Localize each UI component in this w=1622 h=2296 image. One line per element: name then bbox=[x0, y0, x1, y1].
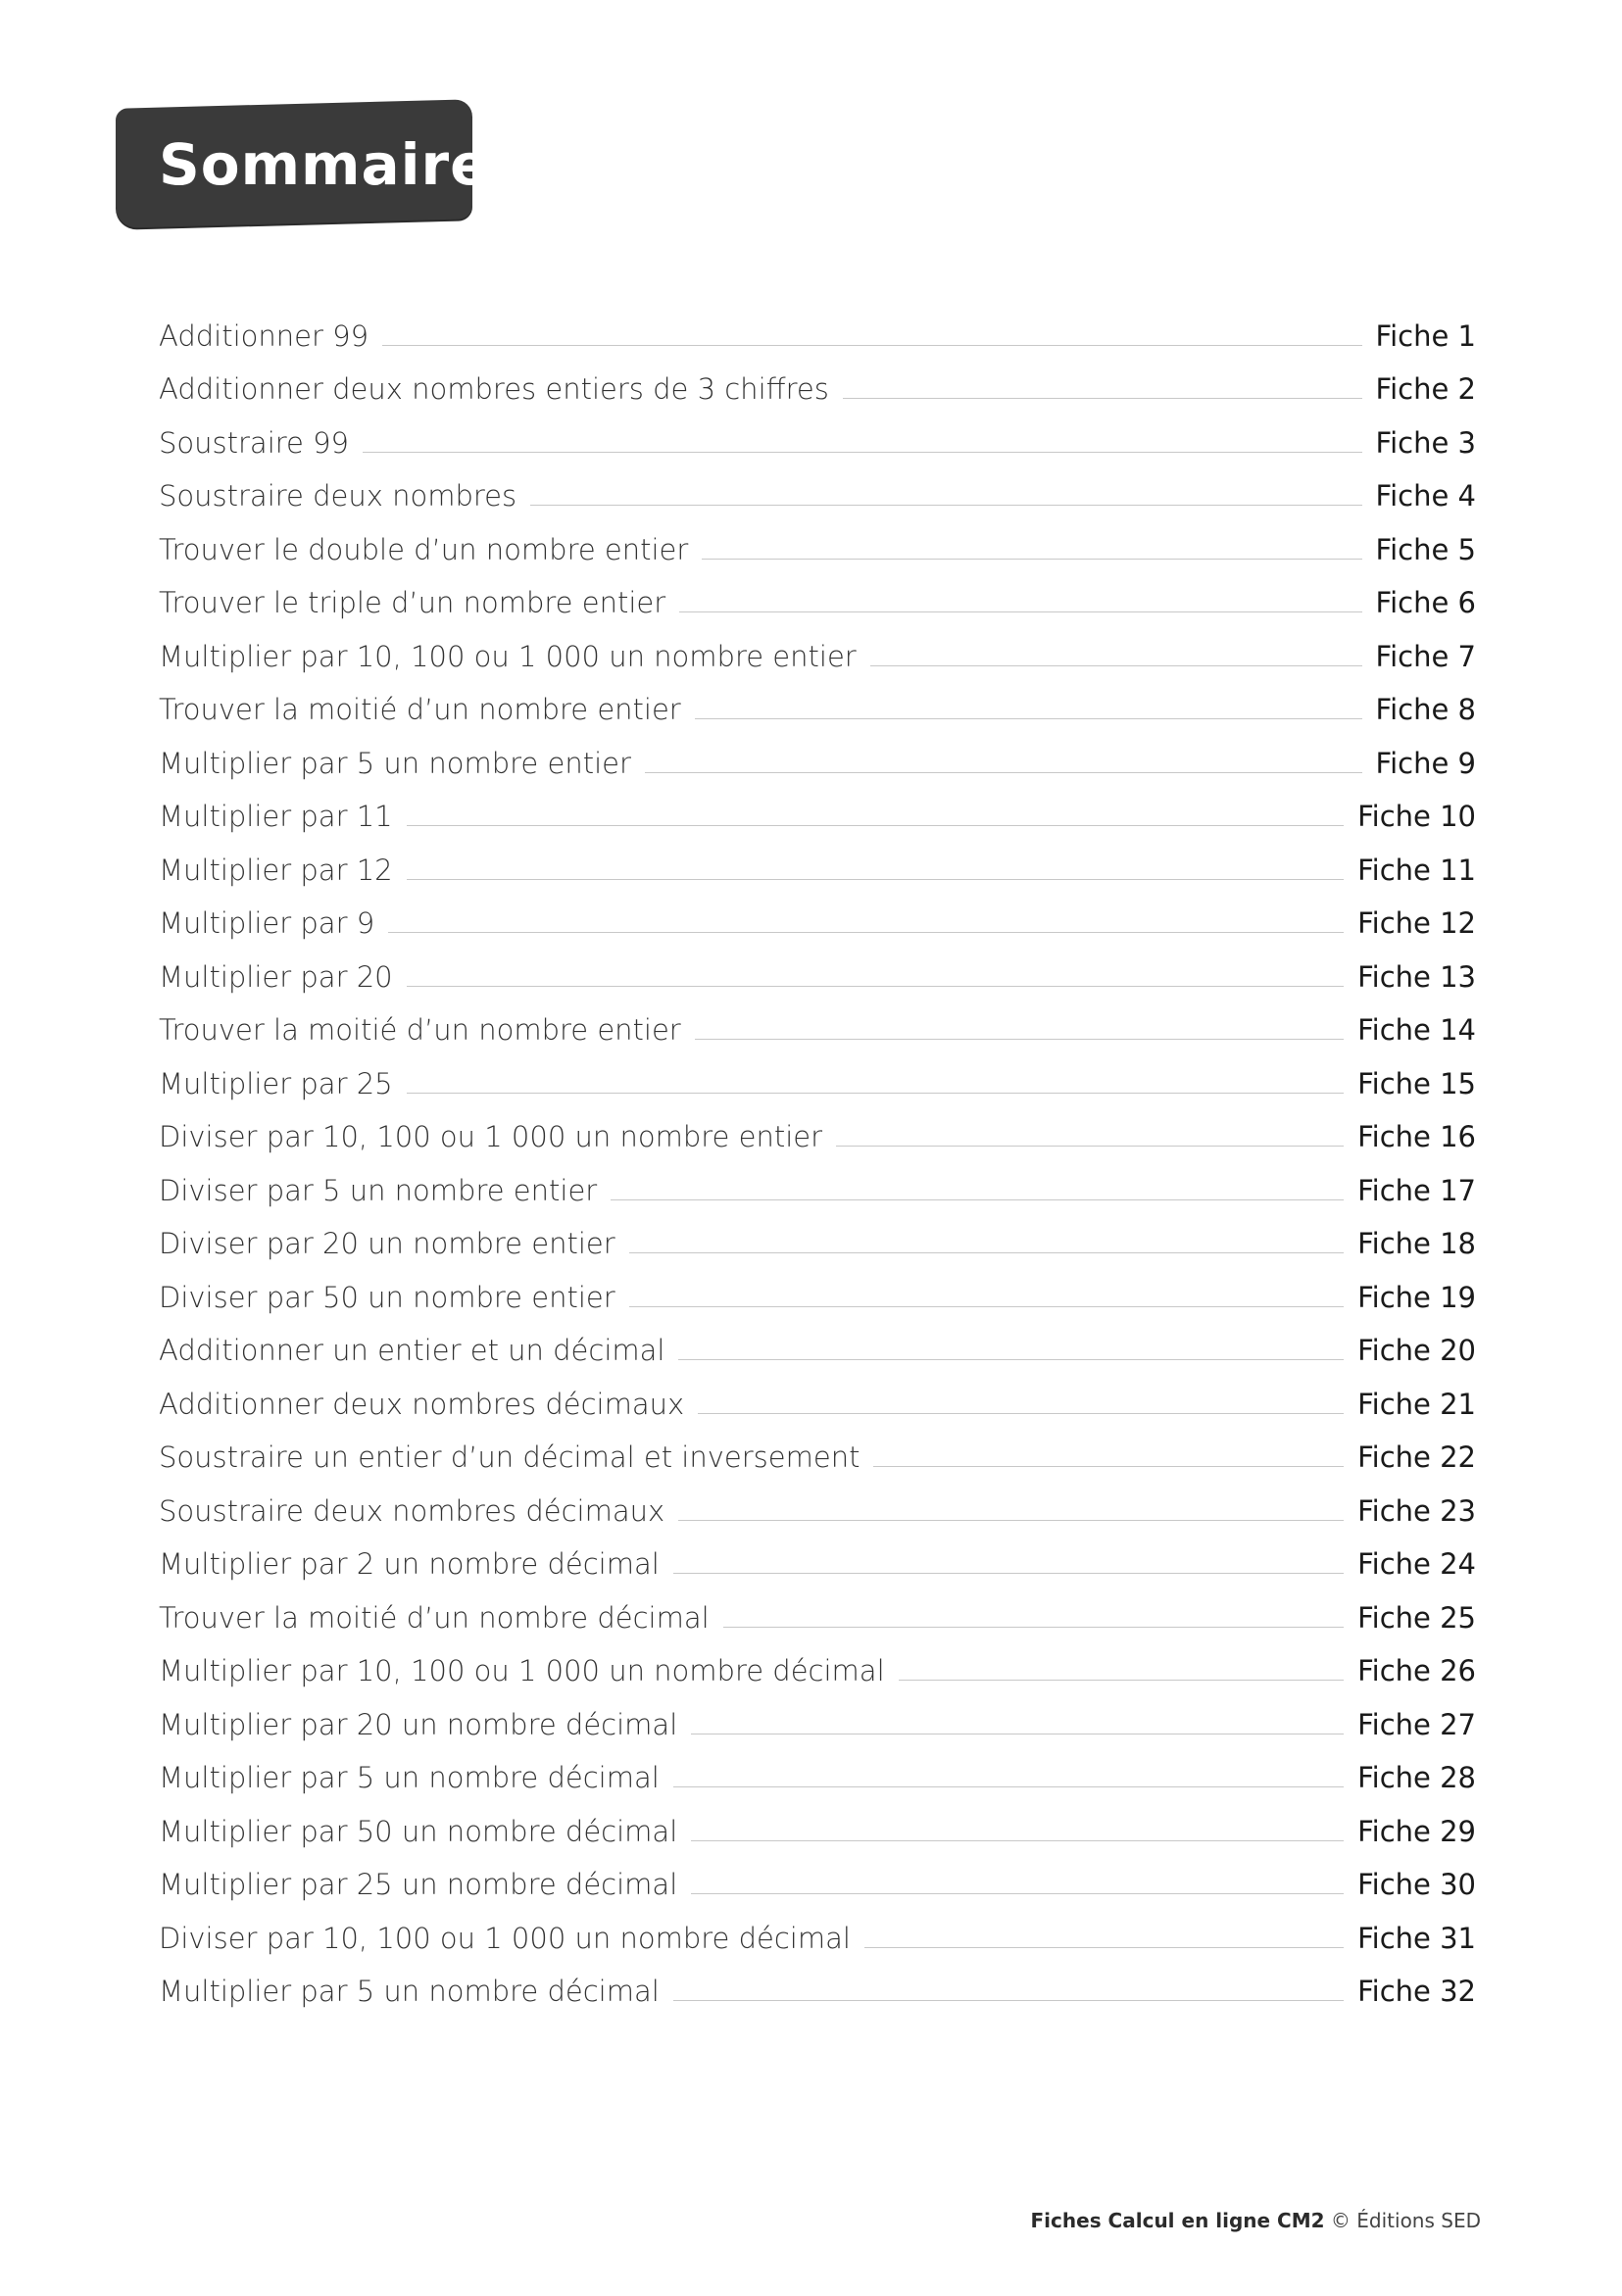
toc-entry[interactable] bbox=[159, 1156, 1476, 1210]
toc-entry[interactable] bbox=[159, 783, 1476, 837]
toc-entry-label: Soustraire un entier d’un décimal et inversement bbox=[159, 1441, 860, 1474]
toc-leader-line bbox=[645, 772, 1362, 773]
toc-entry-label: Trouver la moitié d’un nombre entier bbox=[159, 693, 681, 726]
toc-leader-line bbox=[836, 1146, 1344, 1147]
toc-leader-line bbox=[723, 1627, 1344, 1628]
toc-entry-reference: Fiche 4 bbox=[1375, 479, 1476, 513]
toc-entry-label: Multiplier par 9 bbox=[159, 906, 375, 940]
toc-entry[interactable] bbox=[159, 943, 1476, 997]
page-title: Sommaire bbox=[159, 131, 490, 198]
toc-entry-reference: Fiche 27 bbox=[1357, 1707, 1476, 1741]
toc-leader-line bbox=[691, 1893, 1344, 1894]
toc-leader-line bbox=[629, 1306, 1344, 1307]
toc-entry-label: Diviser par 20 un nombre entier bbox=[159, 1227, 615, 1260]
toc-leader-line bbox=[673, 1573, 1344, 1574]
toc-entry[interactable] bbox=[159, 622, 1476, 676]
toc-leader-line bbox=[695, 718, 1362, 719]
toc-entry[interactable] bbox=[159, 1690, 1476, 1744]
toc-entry[interactable] bbox=[159, 1637, 1476, 1691]
toc-entry[interactable] bbox=[159, 1584, 1476, 1637]
toc-leader-line bbox=[530, 505, 1361, 506]
toc-entry-label: Multiplier par 20 bbox=[159, 959, 393, 994]
toc-entry[interactable] bbox=[159, 1851, 1476, 1905]
toc-leader-line bbox=[407, 879, 1344, 880]
toc-entry-reference: Fiche 9 bbox=[1375, 746, 1476, 780]
toc-entry-label: Multiplier par 10, 100 ou 1 000 un nombre entier bbox=[159, 639, 857, 673]
toc-entry-reference: Fiche 14 bbox=[1357, 1013, 1476, 1047]
toc-entry-label: Diviser par 10, 100 ou 1 000 un nombre entier bbox=[159, 1120, 823, 1153]
toc-entry-reference: Fiche 15 bbox=[1357, 1066, 1476, 1100]
toc-entry[interactable] bbox=[159, 1797, 1476, 1851]
toc-entry-label: Soustraire 99 bbox=[159, 425, 350, 460]
toc-entry-label: Soustraire deux nombres bbox=[159, 479, 517, 513]
toc-entry-label: Multiplier par 50 un nombre décimal bbox=[159, 1814, 678, 1848]
toc-leader-line bbox=[679, 611, 1361, 612]
toc-entry-label: Trouver la moitié d’un nombre entier bbox=[159, 1013, 681, 1047]
toc-leader-line bbox=[698, 1413, 1344, 1414]
toc-entry-label: Diviser par 5 un nombre entier bbox=[159, 1173, 598, 1207]
toc-leader-line bbox=[864, 1947, 1344, 1948]
toc-entry[interactable] bbox=[159, 356, 1476, 410]
toc-entry[interactable] bbox=[159, 1904, 1476, 1958]
toc-entry-reference: Fiche 28 bbox=[1357, 1761, 1476, 1794]
toc-entry-reference: Fiche 5 bbox=[1375, 532, 1476, 566]
toc-entry-reference: Fiche 8 bbox=[1375, 693, 1476, 726]
toc-entry-reference: Fiche 10 bbox=[1357, 800, 1476, 833]
toc-entry-label: Multiplier par 5 un nombre décimal bbox=[159, 1975, 660, 2008]
toc-entry[interactable] bbox=[159, 1531, 1476, 1585]
toc-leader-line bbox=[695, 1039, 1344, 1040]
toc-entry[interactable] bbox=[159, 1424, 1476, 1478]
toc-entry[interactable] bbox=[159, 729, 1476, 783]
toc-entry-label: Additionner deux nombres entiers de 3 chiffres bbox=[159, 372, 829, 406]
toc-entry-reference: Fiche 1 bbox=[1375, 318, 1476, 353]
footer-product: Fiches Calcul en ligne CM2 bbox=[1030, 2209, 1325, 2232]
toc-leader-line bbox=[702, 559, 1361, 560]
toc-entry[interactable] bbox=[159, 1744, 1476, 1798]
toc-leader-line bbox=[382, 345, 1362, 346]
toc-entry-label: Additionner un entier et un décimal bbox=[159, 1334, 665, 1367]
toc-entry-reference: Fiche 24 bbox=[1357, 1547, 1476, 1581]
toc-entry[interactable] bbox=[159, 1210, 1476, 1264]
toc-entry[interactable] bbox=[159, 997, 1476, 1050]
toc-leader-line bbox=[673, 2000, 1344, 2001]
toc-leader-line bbox=[691, 1840, 1344, 1841]
toc-entry-reference: Fiche 31 bbox=[1357, 1921, 1476, 1955]
toc-entry[interactable] bbox=[159, 1103, 1476, 1157]
toc-entry-reference: Fiche 3 bbox=[1375, 425, 1476, 460]
toc-entry-label: Multiplier par 5 un nombre entier bbox=[159, 746, 631, 780]
toc-entry-label: Diviser par 50 un nombre entier bbox=[159, 1280, 615, 1314]
toc-entry-reference: Fiche 16 bbox=[1357, 1120, 1476, 1153]
toc-leader-line bbox=[899, 1680, 1344, 1681]
toc-entry-reference: Fiche 13 bbox=[1357, 959, 1476, 994]
toc-entry[interactable] bbox=[159, 1263, 1476, 1317]
toc-entry-reference: Fiche 22 bbox=[1357, 1441, 1476, 1474]
toc-entry[interactable] bbox=[159, 1050, 1476, 1103]
toc-entry[interactable] bbox=[159, 1317, 1476, 1371]
toc-entry[interactable] bbox=[159, 1370, 1476, 1424]
toc-entry-reference: Fiche 17 bbox=[1357, 1173, 1476, 1207]
toc-entry[interactable] bbox=[159, 1958, 1476, 2012]
toc-entry-label: Diviser par 10, 100 ou 1 000 un nombre décimal bbox=[159, 1921, 851, 1955]
toc-entry[interactable] bbox=[159, 515, 1476, 569]
toc-entry-label: Additionner deux nombres décimaux bbox=[159, 1387, 685, 1421]
toc-entry[interactable] bbox=[159, 1477, 1476, 1531]
footer-copyright: © Éditions SED bbox=[1330, 2209, 1481, 2232]
toc-entry-reference: Fiche 21 bbox=[1357, 1387, 1476, 1421]
toc-entry-reference: Fiche 2 bbox=[1375, 372, 1476, 406]
toc-entry-reference: Fiche 29 bbox=[1357, 1814, 1476, 1848]
toc-entry-reference: Fiche 30 bbox=[1357, 1868, 1476, 1901]
toc-leader-line bbox=[407, 1093, 1344, 1094]
toc-entry-reference: Fiche 20 bbox=[1357, 1334, 1476, 1367]
toc-entry-reference: Fiche 23 bbox=[1357, 1493, 1476, 1528]
toc-entry-label: Multiplier par 25 bbox=[159, 1066, 393, 1100]
toc-entry-label: Soustraire deux nombres décimaux bbox=[159, 1493, 665, 1528]
toc-entry-reference: Fiche 6 bbox=[1375, 586, 1476, 619]
toc-entry[interactable] bbox=[159, 302, 1476, 356]
toc-entry[interactable] bbox=[159, 463, 1476, 516]
toc-entry-reference: Fiche 18 bbox=[1357, 1227, 1476, 1260]
toc-leader-line bbox=[673, 1786, 1344, 1787]
toc-leader-line bbox=[678, 1359, 1344, 1360]
toc-leader-line bbox=[678, 1520, 1344, 1521]
toc-leader-line bbox=[407, 825, 1344, 826]
table-of-contents bbox=[159, 302, 1476, 2011]
toc-entry-reference: Fiche 19 bbox=[1357, 1280, 1476, 1314]
toc-entry-label: Additionner 99 bbox=[159, 318, 369, 353]
toc-leader-line bbox=[629, 1252, 1344, 1253]
toc-leader-line bbox=[363, 452, 1362, 453]
toc-leader-line bbox=[611, 1199, 1344, 1200]
footer bbox=[1031, 2207, 1481, 2234]
toc-leader-line bbox=[870, 665, 1362, 666]
toc-entry-label: Multiplier par 2 un nombre décimal bbox=[159, 1547, 660, 1581]
toc-leader-line bbox=[407, 986, 1344, 987]
toc-entry-label: Multiplier par 20 un nombre décimal bbox=[159, 1707, 678, 1741]
toc-entry[interactable] bbox=[159, 890, 1476, 944]
toc-entry-label: Multiplier par 25 un nombre décimal bbox=[159, 1868, 678, 1901]
toc-entry-label: Multiplier par 12 bbox=[159, 853, 393, 887]
toc-leader-line bbox=[388, 932, 1344, 933]
toc-entry-label: Multiplier par 5 un nombre décimal bbox=[159, 1761, 660, 1794]
toc-entry-reference: Fiche 32 bbox=[1357, 1975, 1476, 2008]
toc-entry-label: Trouver le triple d’un nombre entier bbox=[159, 586, 666, 619]
toc-entry[interactable] bbox=[159, 676, 1476, 730]
toc-leader-line bbox=[873, 1466, 1344, 1467]
toc-entry-label: Trouver la moitié d’un nombre décimal bbox=[159, 1600, 710, 1635]
toc-leader-line bbox=[843, 398, 1362, 399]
toc-entry[interactable] bbox=[159, 409, 1476, 463]
toc-entry-reference: Fiche 11 bbox=[1357, 853, 1476, 887]
toc-entry-reference: Fiche 26 bbox=[1357, 1654, 1476, 1687]
toc-entry-reference: Fiche 12 bbox=[1357, 906, 1476, 940]
toc-entry-reference: Fiche 25 bbox=[1357, 1600, 1476, 1635]
toc-entry[interactable] bbox=[159, 569, 1476, 623]
toc-entry-label: Trouver le double d’un nombre entier bbox=[159, 532, 689, 566]
toc-entry-label: Multiplier par 11 bbox=[159, 800, 393, 833]
toc-entry-reference: Fiche 7 bbox=[1375, 639, 1476, 673]
toc-entry[interactable] bbox=[159, 836, 1476, 890]
toc-entry-label: Multiplier par 10, 100 ou 1 000 un nombre décimal bbox=[159, 1654, 885, 1687]
